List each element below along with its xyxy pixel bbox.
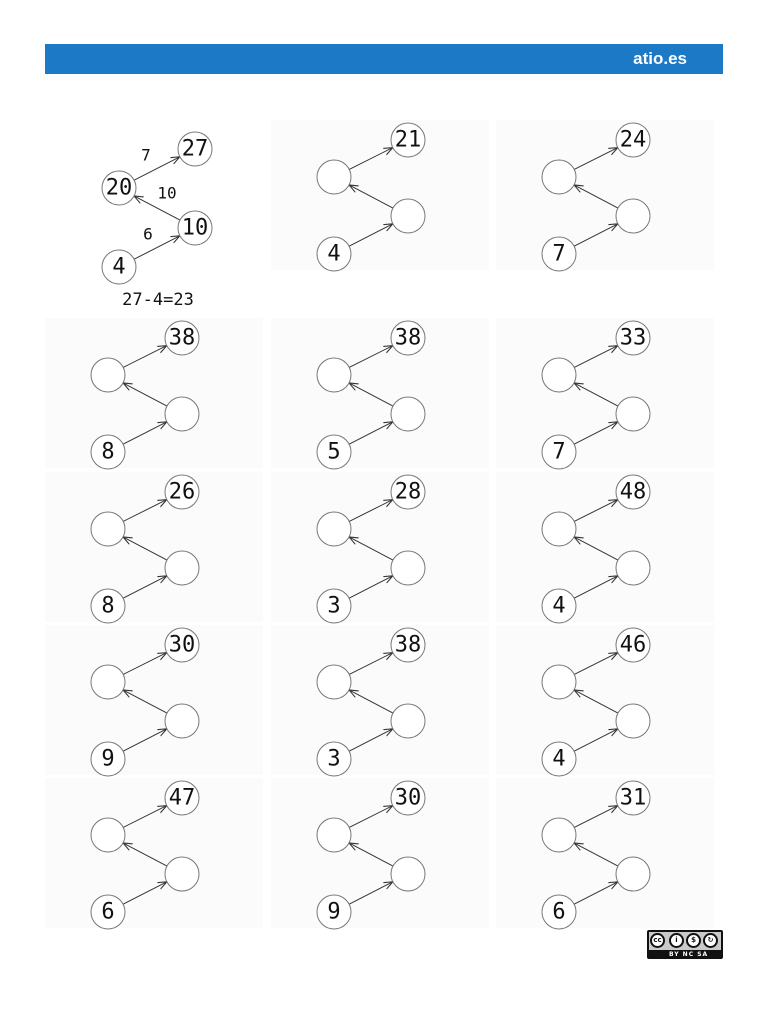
exercise-middle-node bbox=[542, 665, 576, 699]
exercise-right-node bbox=[391, 397, 425, 431]
exercise-middle-node bbox=[317, 818, 351, 852]
exercise-top-value: 47 bbox=[168, 785, 196, 811]
nc-icon: $ bbox=[686, 933, 701, 948]
exercise-diagram bbox=[45, 472, 263, 623]
exercise-right-node bbox=[391, 704, 425, 738]
exercise-background bbox=[496, 318, 714, 468]
example-label-top: 7 bbox=[141, 145, 151, 165]
license-tags: BY NC SA bbox=[669, 951, 709, 958]
exercise-middle-node bbox=[91, 512, 125, 546]
example-top-value: 27 bbox=[181, 136, 209, 162]
example-bottom-value: 4 bbox=[112, 254, 126, 280]
exercise-right-node bbox=[616, 551, 650, 585]
exercise-top-value: 21 bbox=[394, 127, 422, 153]
exercise-right-node bbox=[391, 857, 425, 891]
exercise-middle-node bbox=[91, 358, 125, 392]
example-right-value: 10 bbox=[181, 215, 209, 241]
exercise-bottom-value: 3 bbox=[327, 746, 341, 772]
exercise-bottom-value: 9 bbox=[101, 746, 115, 772]
exercise-top-value: 26 bbox=[168, 479, 196, 505]
exercise-diagram bbox=[496, 318, 714, 469]
site-name: atio.es bbox=[633, 49, 687, 68]
cc-icon: cc bbox=[650, 933, 665, 948]
exercise-middle-node bbox=[91, 665, 125, 699]
exercise-middle-node bbox=[542, 358, 576, 392]
example-label-middle: 10 bbox=[157, 183, 177, 203]
exercise-bottom-value: 3 bbox=[327, 593, 341, 619]
example-middle-value: 20 bbox=[105, 175, 133, 201]
example-equation: 27-4=23 bbox=[122, 290, 194, 310]
exercise-bottom-value: 7 bbox=[552, 439, 566, 465]
exercise-bottom-value: 6 bbox=[552, 899, 566, 925]
exercise-bottom-value: 4 bbox=[552, 593, 566, 619]
exercise-background bbox=[271, 318, 489, 468]
exercise-background bbox=[45, 318, 263, 468]
by-icon: i bbox=[669, 933, 684, 948]
exercise-diagram bbox=[271, 625, 489, 776]
exercise-top-value: 24 bbox=[619, 127, 647, 153]
exercise-bottom-value: 8 bbox=[101, 439, 115, 465]
exercise-background bbox=[271, 120, 489, 270]
exercise-diagram bbox=[45, 778, 263, 929]
exercise-background bbox=[496, 472, 714, 622]
exercise-bottom-value: 4 bbox=[552, 746, 566, 772]
exercise-background bbox=[271, 625, 489, 775]
exercise-diagram bbox=[496, 778, 714, 929]
exercise-diagram bbox=[496, 120, 714, 271]
exercise-diagram bbox=[271, 778, 489, 929]
exercise-top-value: 31 bbox=[619, 785, 647, 811]
exercise-diagram bbox=[45, 318, 263, 469]
exercise-top-value: 28 bbox=[394, 479, 422, 505]
exercise-background bbox=[45, 778, 263, 928]
exercise-bottom-value: 5 bbox=[327, 439, 341, 465]
exercise-top-value: 33 bbox=[619, 325, 647, 351]
exercise-background bbox=[271, 472, 489, 622]
exercise-right-node bbox=[391, 551, 425, 585]
exercise-right-node bbox=[165, 857, 199, 891]
cc-license-badge bbox=[647, 930, 723, 959]
exercise-middle-node bbox=[317, 665, 351, 699]
exercise-right-node bbox=[616, 199, 650, 233]
exercise-top-value: 30 bbox=[168, 632, 196, 658]
exercise-right-node bbox=[391, 199, 425, 233]
example-arrow-bottom bbox=[134, 236, 180, 259]
exercise-top-value: 38 bbox=[394, 632, 422, 658]
example-label-bottom: 6 bbox=[143, 224, 153, 244]
exercise-diagram bbox=[271, 318, 489, 469]
exercise-middle-node bbox=[317, 358, 351, 392]
exercise-top-value: 46 bbox=[619, 632, 647, 658]
exercise-background bbox=[271, 778, 489, 928]
exercise-right-node bbox=[165, 704, 199, 738]
exercise-background bbox=[45, 472, 263, 622]
exercise-middle-node bbox=[91, 818, 125, 852]
exercise-bottom-value: 9 bbox=[327, 899, 341, 925]
exercise-background bbox=[45, 625, 263, 775]
exercise-middle-node bbox=[542, 512, 576, 546]
exercise-diagram bbox=[496, 625, 714, 776]
exercise-background bbox=[496, 778, 714, 928]
exercise-right-node bbox=[616, 704, 650, 738]
exercise-diagram bbox=[45, 625, 263, 776]
exercise-diagram bbox=[496, 472, 714, 623]
exercise-middle-node bbox=[317, 160, 351, 194]
exercise-top-value: 48 bbox=[619, 479, 647, 505]
exercise-middle-node bbox=[317, 512, 351, 546]
exercise-middle-node bbox=[542, 818, 576, 852]
exercise-bottom-value: 4 bbox=[327, 241, 341, 267]
exercise-background bbox=[496, 625, 714, 775]
exercise-diagram bbox=[271, 472, 489, 623]
exercise-right-node bbox=[616, 397, 650, 431]
exercise-top-value: 30 bbox=[394, 785, 422, 811]
exercise-bottom-value: 7 bbox=[552, 241, 566, 267]
exercise-top-value: 38 bbox=[394, 325, 422, 351]
exercise-middle-node bbox=[542, 160, 576, 194]
exercise-background bbox=[496, 120, 714, 270]
exercise-right-node bbox=[165, 551, 199, 585]
sa-icon: ↻ bbox=[703, 933, 718, 948]
exercise-right-node bbox=[165, 397, 199, 431]
exercise-top-value: 38 bbox=[168, 325, 196, 351]
exercise-bottom-value: 6 bbox=[101, 899, 115, 925]
exercise-bottom-value: 8 bbox=[101, 593, 115, 619]
exercise-diagram bbox=[271, 120, 489, 271]
exercise-right-node bbox=[616, 857, 650, 891]
example-diagram bbox=[102, 132, 212, 310]
